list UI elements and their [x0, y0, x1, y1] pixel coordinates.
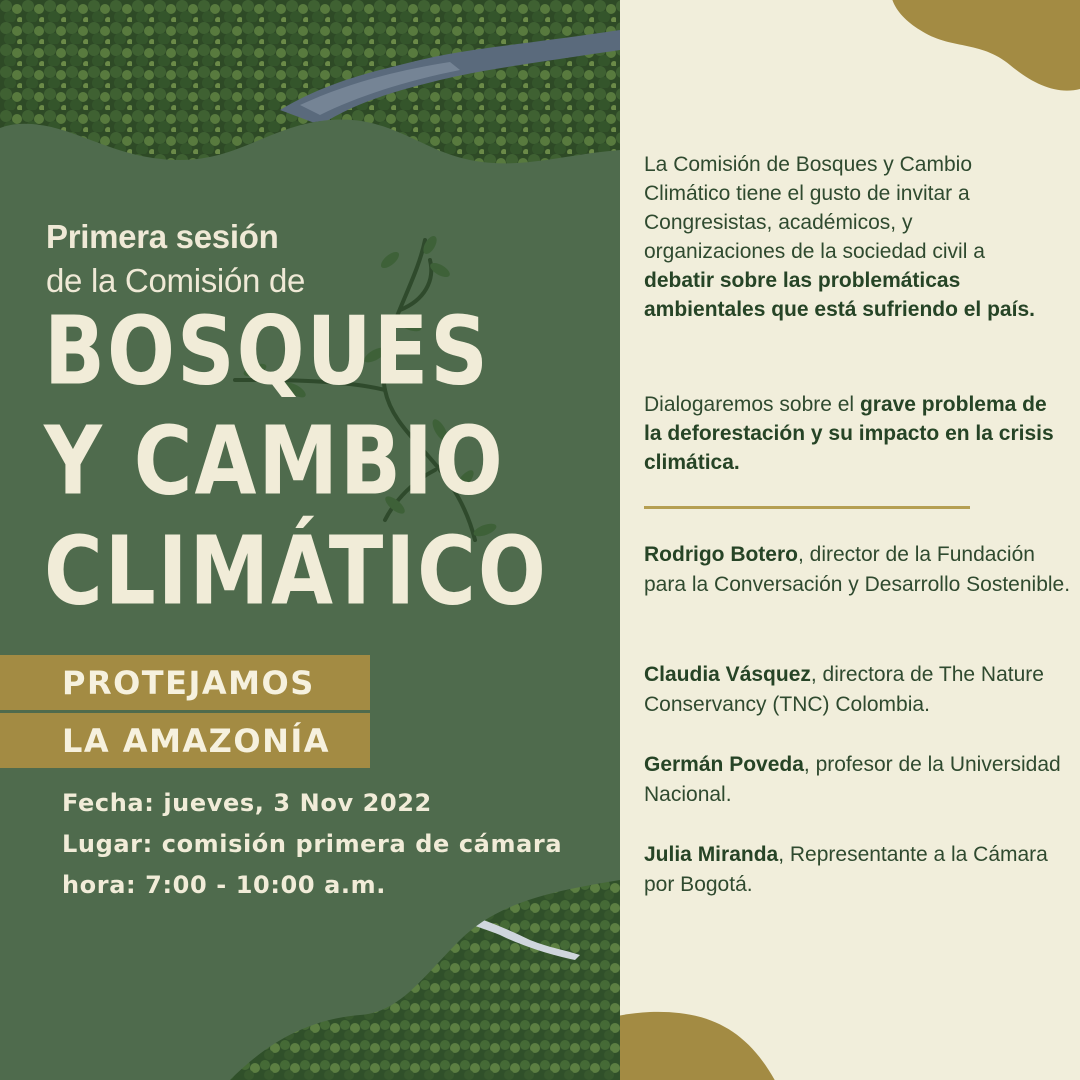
speaker-name: Rodrigo Botero: [644, 543, 798, 566]
speaker-item: [644, 840, 1074, 900]
dialog-text: Dialogaremos sobre el: [644, 393, 860, 416]
speaker-item: [644, 660, 1074, 720]
event-time: hora: 7:00 - 10:00 a.m.: [62, 871, 386, 899]
gold-divider: [644, 506, 970, 509]
event-date: Fecha: jueves, 3 Nov 2022: [62, 789, 432, 817]
banner-amazonia: [0, 713, 370, 768]
speaker-role: , director de la Fundación para la Conversación y Desarrollo Sostenible.: [644, 543, 1071, 596]
intro-bold: debatir sobre las problemáticas ambientales que está sufriendo el país.: [644, 269, 1035, 321]
speaker-role: , profesor de la Universidad Nacional.: [644, 753, 1061, 806]
speaker-item: [644, 540, 1074, 600]
dialog-bold: grave problema de la deforestación y su impacto en la crisis climática.: [644, 393, 1054, 474]
intro-paragraph: [644, 150, 1054, 324]
title-line-2: de la Comisión de: [46, 262, 306, 299]
banner-line-1: PROTEJAMOS: [62, 664, 315, 702]
speaker-role: , directora de The Nature Conservancy (TNC) Colombia.: [644, 663, 1044, 716]
dialog-paragraph: [644, 390, 1054, 477]
headline-bosques: BOSQUES: [44, 296, 490, 406]
intro-text: La Comisión de Bosques y Cambio Climático tiene el gusto de invitar a Congresistas, académicos, y organizaciones de la sociedad civil a: [644, 153, 985, 263]
event-place: Lugar: comisión primera de cámara: [62, 830, 563, 858]
speaker-name: Julia Miranda: [644, 843, 779, 866]
banner-protejamos: [0, 655, 370, 710]
gold-blob-bottom: [620, 1000, 810, 1080]
speaker-role: , Representante a la Cámara por Bogotá.: [644, 843, 1048, 896]
speaker-item: [644, 750, 1074, 810]
forest-aerial-photo-bottom: [0, 880, 620, 1080]
speaker-name: Germán Poveda: [644, 753, 804, 776]
gold-blob-top-right: [840, 0, 1080, 110]
speaker-name: Claudia Vásquez: [644, 663, 811, 686]
headline-y-cambio: Y CAMBIO: [44, 406, 505, 516]
forest-aerial-photo-top: [0, 0, 620, 175]
headline-climatico: CLIMÁTICO: [44, 516, 548, 626]
title-line-1: Primera sesión: [46, 218, 279, 255]
banner-line-2: LA AMAZONÍA: [62, 722, 331, 760]
